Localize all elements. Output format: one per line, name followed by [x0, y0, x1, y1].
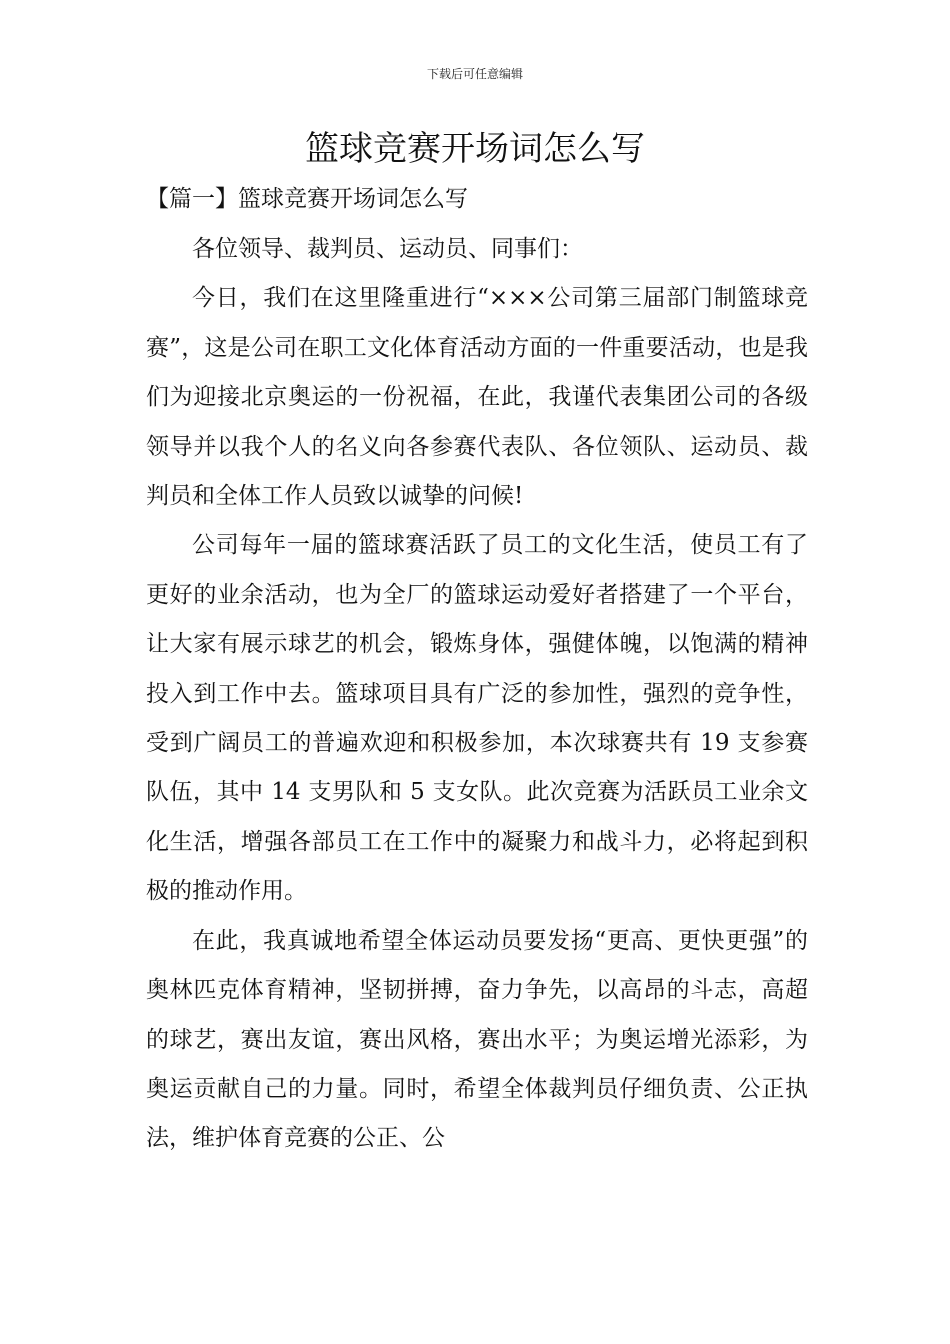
paragraph-greeting: 各位领导、裁判员、运动员、同事们： [192, 236, 583, 262]
header-note: 下载后可任意编辑 [426, 67, 523, 81]
paragraph-expectations: 在此，我真诚地希望全体运动员要发扬“更高、更快更强”的奥林匹克体育精神，坚韧拼搏，奋力争先，以高昂的斗志，高超的球艺，赛出友谊，赛出风格，赛出水平；为奥运增光添彩，为奥运贡献自己的力量。同时，希望全体裁判员仔细负责、公正执法，维护体育竞赛的公正、公 [146, 927, 808, 1152]
document-body [146, 225, 808, 1164]
document-title: 篮球竞赛开场词怎么写 [305, 129, 645, 169]
section-heading: 【篇一】篮球竞赛开场词怎么写 [146, 186, 468, 212]
paragraph-opening: 今日，我们在这里隆重进行“×××公司第三届部门制篮球竞赛”，这是公司在职工文化体育活动方面的一件重要活动，也是我们为迎接北京奥运的一份祝福，在此，我谨代表集团公司的各级领导并以我个人的名义向各参赛代表队、各位领队、运动员、裁判员和全体工作人员致以诚挚的问候! [146, 285, 808, 510]
paragraph-event-details: 公司每年一届的篮球赛活跃了员工的文化生活，使员工有了更好的业余活动，也为全厂的篮球运动爱好者搭建了一个平台，让大家有展示球艺的机会，锻炼身体，强健体魄，以饱满的精神投入到工作中去。篮球项目具有广泛的参加性，强烈的竞争性，受到广阔员工的普遍欢迎和积极参加，本次球赛共有 19 支参赛队伍，其中 14 支男队和 5 支女队。此次竞赛为活跃员工业余文化生活，增强各部员工在工作中的凝聚力和战斗力，必将起到积极的推动作用。 [146, 532, 808, 905]
